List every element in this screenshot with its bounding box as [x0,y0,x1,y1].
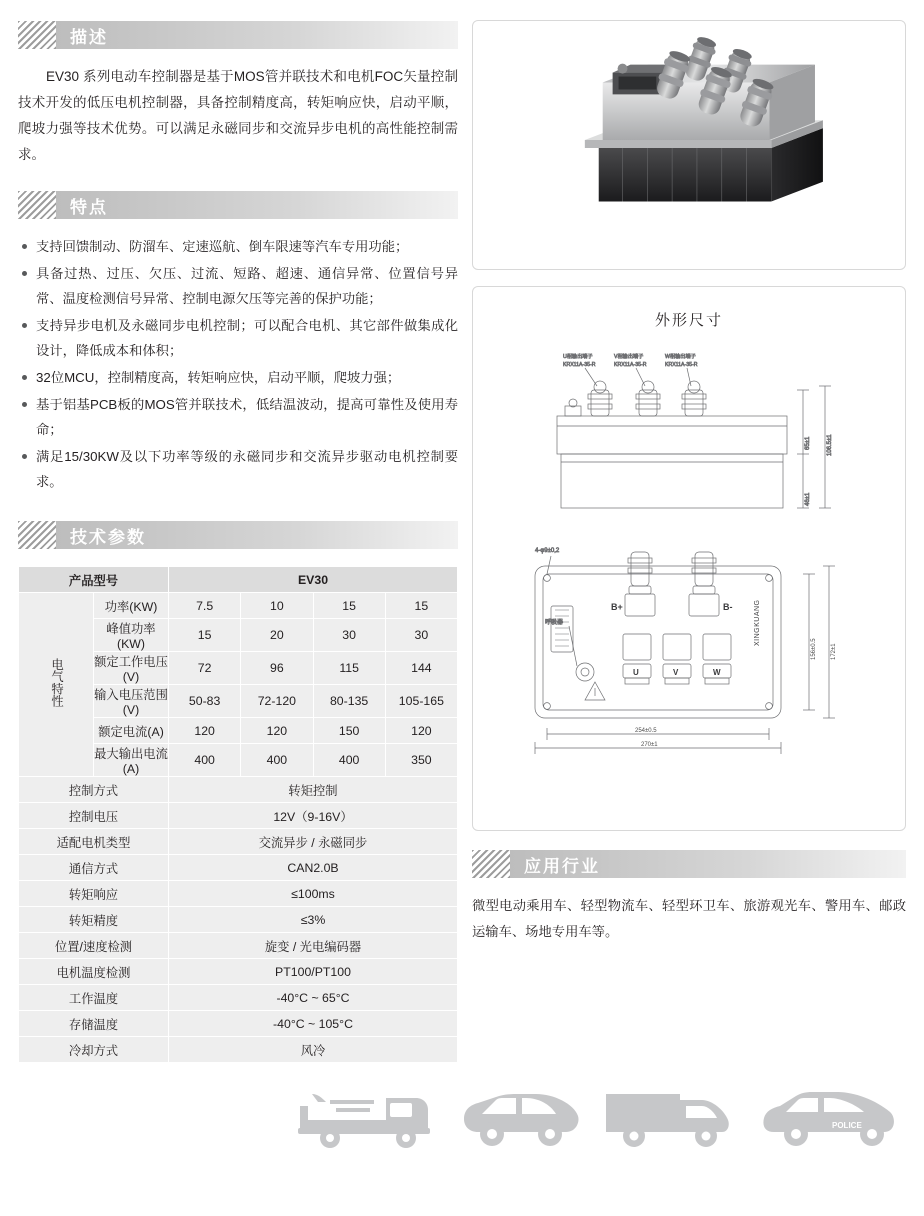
label-brand: XINGKUANG [754,599,761,646]
table-row-label: 峰值功率(KW) [94,619,169,652]
section-title-features: 特点 [70,197,108,217]
table-cell: 72 [169,652,241,685]
dim-65: 65±1 [805,436,811,450]
label-w: W [713,668,721,677]
table-row [19,829,458,855]
table-cell: 115 [313,652,385,685]
dimensions-title: 外形尺寸 [654,312,723,329]
hatch-decoration-icon [18,191,56,219]
dim-270: 270±1 [641,742,658,748]
label-holes: 4-φ9±0,2 [535,548,560,554]
dim-46: 46±1 [805,492,811,506]
features-list [18,234,458,494]
table-cell: 120 [385,718,457,744]
product-photo-illustration [473,21,905,269]
spec-table-wrapper [18,566,458,1063]
dim-172: 172±1 [831,643,837,660]
hatch-decoration-icon [18,21,56,49]
section-title-application: 应用行业 [524,856,600,876]
table-row [19,985,458,1011]
description-body: EV30 系列电动车控制器是基于MOS管并联技术和电机FOC矢量控制技术开发的低压电机控制器，具备控制精度高，转矩响应快，启动平顺，爬坡力强等技术优势。可以满足永磁同步和交流异步电机的高性能控制需求。 [18,69,458,162]
police-label: POLICE [832,1121,862,1130]
product-photo-panel [472,20,906,270]
section-title-bar [56,21,458,49]
table-cell: 旋变 / 光电编码器 [169,933,458,959]
spec-table [18,566,458,1063]
flatbed-truck-icon [290,1080,440,1152]
table-cell: 15 [385,593,457,619]
table-cell: 350 [385,744,457,777]
table-row [19,803,458,829]
table-cell: 120 [241,718,313,744]
label-breather: 呼吸器 [545,620,564,626]
table-cell: 7.5 [169,593,241,619]
label-b-minus: B- [723,602,733,612]
table-cell: CAN2.0B [169,855,458,881]
table-row-label: 功率(KW) [94,593,169,619]
label-v-phase-sub: KRX11A-35-R [614,362,647,368]
table-cell: 400 [241,744,313,777]
table-cell: 96 [241,652,313,685]
table-row [19,1011,458,1037]
table-group-label: 电气特性 [19,593,94,777]
label-u: U [633,668,639,677]
section-header-tech-params [18,520,458,550]
police-car-icon [760,1088,910,1152]
table-row-label: 转矩精度 [19,907,169,933]
table-row [19,567,458,593]
dim-156: 156±0.5 [811,638,817,660]
dimension-drawing [473,330,907,810]
table-cell: 120 [169,718,241,744]
section-title-tech-params: 技术参数 [70,527,146,547]
section-header-application [472,849,906,879]
dimensions-panel [472,286,906,831]
table-row-label: 控制电压 [19,803,169,829]
table-cell: 400 [169,744,241,777]
label-v-phase: V相输出端子 [614,354,644,360]
table-cell: -40°C ~ 65°C [169,985,458,1011]
table-row [19,593,458,619]
table-cell: PT100/PT100 [169,959,458,985]
table-cell: 50-83 [169,685,241,718]
label-v: V [673,668,679,677]
table-row-label: 额定电流(A) [94,718,169,744]
list-item: 支持异步电机及永磁同步电机控制；可以配合电机、其它部件做集成化设计，降低成本和体积； [18,313,458,363]
table-row-label: 通信方式 [19,855,169,881]
section-title-bar [56,191,458,219]
table-row-label: 适配电机类型 [19,829,169,855]
table-row [19,907,458,933]
table-cell: 144 [385,652,457,685]
table-row [19,855,458,881]
table-cell: 风冷 [169,1037,458,1063]
table-row-label: 工作温度 [19,985,169,1011]
table-cell: ≤100ms [169,881,458,907]
hatch-decoration-icon [472,850,510,878]
vehicle-icon-strip [290,1072,910,1152]
list-item: 32位MCU，控制精度高，转矩响应快，启动平顺，爬坡力强； [18,365,458,390]
table-cell: 交流异步 / 永磁同步 [169,829,458,855]
application-body: 微型电动乘用车、轻型物流车、轻型环卫车、旅游观光车、警用车、邮政运输车、场地专用车等。 [472,898,906,939]
table-header-model-label: 产品型号 [19,567,169,593]
table-cell: 20 [241,619,313,652]
table-row-label: 转矩响应 [19,881,169,907]
list-item: 支持回馈制动、防溜车、定速巡航、倒车限速等汽车专用功能； [18,234,458,259]
table-header-model-value: EV30 [169,567,458,593]
table-cell: 转矩控制 [169,777,458,803]
table-cell: 30 [385,619,457,652]
section-header-features [18,190,458,220]
table-cell: 15 [169,619,241,652]
application-section [472,849,906,945]
label-u-phase: U相输出端子 [563,354,593,360]
dim-106: 106.5±1 [827,434,833,456]
table-row-label: 额定工作电压(V) [94,652,169,685]
table-row [19,959,458,985]
table-cell: 150 [313,718,385,744]
table-row [19,881,458,907]
table-cell: 30 [313,619,385,652]
table-row [19,933,458,959]
table-cell: 72-120 [241,685,313,718]
table-row-label: 电机温度检测 [19,959,169,985]
hatch-decoration-icon [18,521,56,549]
dim-254: 254±0.5 [635,728,657,734]
section-title-bar [510,850,906,878]
label-u-phase-sub: KRX11A-35-R [563,362,596,368]
list-item: 具备过热、过压、欠压、过流、短路、超速、通信异常、位置信号异常、温度检测信号异常、控制电源欠压等完善的保护功能； [18,261,458,311]
cargo-van-icon [600,1082,740,1152]
table-cell: 400 [313,744,385,777]
table-cell: 80-135 [313,685,385,718]
table-row-label: 冷却方式 [19,1037,169,1063]
table-row-label: 控制方式 [19,777,169,803]
section-title-description: 描述 [70,27,108,47]
list-item: 基于铝基PCB板的MOS管并联技术，低结温波动，提高可靠性及使用寿命； [18,392,458,442]
label-b-plus: B+ [611,602,623,612]
table-row [19,1037,458,1063]
table-cell: 105-165 [385,685,457,718]
table-row-label: 最大输出电流(A) [94,744,169,777]
section-title-bar [56,521,458,549]
table-row [19,777,458,803]
table-cell: 12V（9-16V） [169,803,458,829]
table-cell: ≤3% [169,907,458,933]
left-column [18,20,458,1063]
label-w-phase-sub: KRX11A-35-R [665,362,698,368]
list-item: 满足15/30KW及以下功率等级的永磁同步和交流异步驱动电机控制要求。 [18,444,458,494]
table-row-label: 位置/速度检测 [19,933,169,959]
right-column [472,20,906,945]
table-cell: 10 [241,593,313,619]
table-cell: 15 [313,593,385,619]
table-cell: -40°C ~ 105°C [169,1011,458,1037]
table-row-label: 输入电压范围(V) [94,685,169,718]
section-header-description [18,20,458,50]
micro-car-icon [460,1088,580,1152]
label-w-phase: W相输出端子 [665,354,696,360]
table-row-label: 存储温度 [19,1011,169,1037]
